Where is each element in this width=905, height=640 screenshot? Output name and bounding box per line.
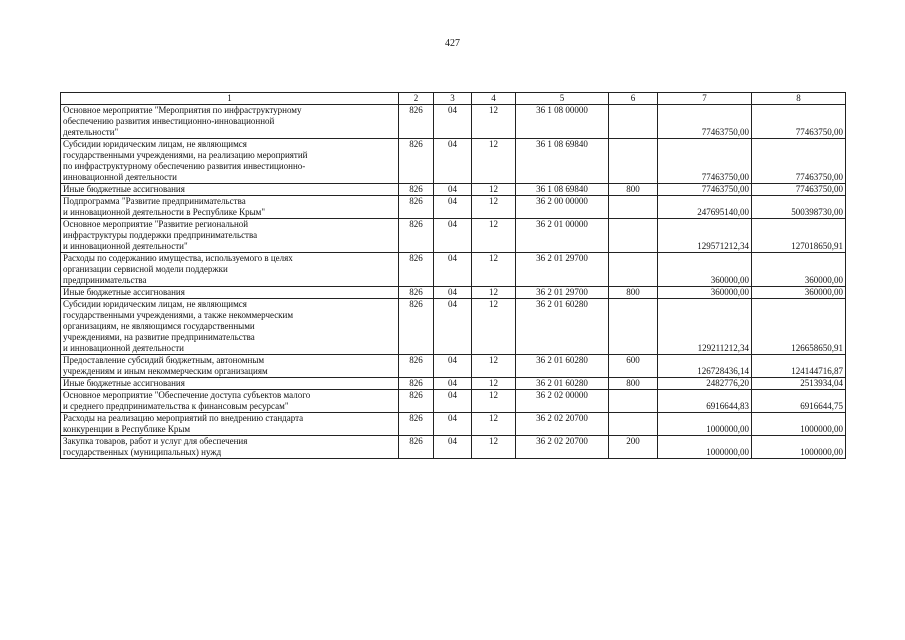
- table-row: [61, 287, 846, 299]
- ministry-code: 826: [399, 196, 434, 219]
- target-article-code: 36 1 08 69840: [516, 184, 609, 196]
- amount-column-8: 124144716,87: [752, 355, 846, 378]
- ministry-code: 826: [399, 355, 434, 378]
- expense-type-code: 800: [609, 378, 658, 390]
- page-number: 427: [445, 38, 460, 49]
- ministry-code: 826: [399, 299, 434, 355]
- column-header-3: 3: [434, 93, 472, 105]
- target-article-code: 36 2 01 29700: [516, 253, 609, 287]
- ministry-code: 826: [399, 413, 434, 436]
- amount-column-7: 129211212,34: [658, 299, 752, 355]
- ministry-code: 826: [399, 436, 434, 459]
- table-row: [61, 299, 846, 355]
- expense-type-code: 200: [609, 436, 658, 459]
- row-description: Основное мероприятие "Мероприятия по инфраструктурному обеспечению развития инвестиционно-инновационной деятельности": [61, 105, 399, 139]
- expense-type-code: 800: [609, 184, 658, 196]
- row-description: Подпрограмма "Развитие предпринимательства и инновационной деятельности в Республике Крым": [61, 196, 399, 219]
- target-article-code: 36 1 08 69840: [516, 139, 609, 184]
- subsection-code: 12: [472, 219, 516, 253]
- column-header-8: 8: [752, 93, 846, 105]
- amount-column-7: 1000000,00: [658, 436, 752, 459]
- target-article-code: 36 2 01 29700: [516, 287, 609, 299]
- amount-column-7: 360000,00: [658, 287, 752, 299]
- subsection-code: 12: [472, 390, 516, 413]
- row-description: Субсидии юридическим лицам, не являющимся государственными учреждениями, на реализацию мероприятий по инфраструктурному обеспечению развития инвестиционно- инновационной деятельности: [61, 139, 399, 184]
- table-row: [61, 253, 846, 287]
- section-code: 04: [434, 219, 472, 253]
- subsection-code: 12: [472, 105, 516, 139]
- target-article-code: 36 2 01 60280: [516, 299, 609, 355]
- expense-type-code: [609, 413, 658, 436]
- table-row: [61, 184, 846, 196]
- column-header-4: 4: [472, 93, 516, 105]
- table-row: [61, 355, 846, 378]
- ministry-code: 826: [399, 253, 434, 287]
- table-header-row: [61, 93, 846, 105]
- amount-column-8: 1000000,00: [752, 436, 846, 459]
- amount-column-8: 6916644,75: [752, 390, 846, 413]
- ministry-code: 826: [399, 390, 434, 413]
- amount-column-7: 2482776,20: [658, 378, 752, 390]
- amount-column-8: 500398730,00: [752, 196, 846, 219]
- amount-column-7: 77463750,00: [658, 105, 752, 139]
- row-description: Основное мероприятие "Развитие региональной инфраструктуры поддержки предпринимательства и инновационной деятельности": [61, 219, 399, 253]
- ministry-code: 826: [399, 139, 434, 184]
- budget-table: [60, 92, 846, 459]
- section-code: 04: [434, 253, 472, 287]
- section-code: 04: [434, 139, 472, 184]
- section-code: 04: [434, 287, 472, 299]
- subsection-code: 12: [472, 139, 516, 184]
- amount-column-7: 247695140,00: [658, 196, 752, 219]
- section-code: 04: [434, 378, 472, 390]
- row-description: Иные бюджетные ассигнования: [61, 184, 399, 196]
- section-code: 04: [434, 196, 472, 219]
- subsection-code: 12: [472, 355, 516, 378]
- amount-column-8: 360000,00: [752, 253, 846, 287]
- amount-column-8: 1000000,00: [752, 413, 846, 436]
- section-code: 04: [434, 413, 472, 436]
- table-row: [61, 196, 846, 219]
- ministry-code: 826: [399, 287, 434, 299]
- column-header-1: 1: [61, 93, 399, 105]
- row-description: Субсидии юридическим лицам, не являющимся государственными учреждениями, а также некоммерческим организациям, не являющимся государственными учреждениями, на развитие предпринимательства и инновационной деятельности: [61, 299, 399, 355]
- table-row: [61, 378, 846, 390]
- target-article-code: 36 2 02 20700: [516, 436, 609, 459]
- amount-column-8: 77463750,00: [752, 184, 846, 196]
- expense-type-code: [609, 219, 658, 253]
- expense-type-code: [609, 105, 658, 139]
- subsection-code: 12: [472, 287, 516, 299]
- target-article-code: 36 2 01 00000: [516, 219, 609, 253]
- ministry-code: 826: [399, 184, 434, 196]
- section-code: 04: [434, 390, 472, 413]
- amount-column-7: 6916644,83: [658, 390, 752, 413]
- target-article-code: 36 2 02 00000: [516, 390, 609, 413]
- column-header-7: 7: [658, 93, 752, 105]
- subsection-code: 12: [472, 196, 516, 219]
- section-code: 04: [434, 105, 472, 139]
- section-code: 04: [434, 355, 472, 378]
- target-article-code: 36 2 02 20700: [516, 413, 609, 436]
- expense-type-code: 600: [609, 355, 658, 378]
- row-description: Основное мероприятие "Обеспечение доступа субъектов малого и среднего предпринимательства к финансовым ресурсам": [61, 390, 399, 413]
- amount-column-8: 77463750,00: [752, 105, 846, 139]
- section-code: 04: [434, 184, 472, 196]
- row-description: Предоставление субсидий бюджетным, автономным учреждениям и иным некоммерческим организациям: [61, 355, 399, 378]
- subsection-code: 12: [472, 299, 516, 355]
- row-description: Расходы по содержанию имущества, используемого в целях организации сервисной модели поддержки предпринимательства: [61, 253, 399, 287]
- target-article-code: 36 1 08 00000: [516, 105, 609, 139]
- expense-type-code: [609, 196, 658, 219]
- amount-column-8: 127018650,91: [752, 219, 846, 253]
- amount-column-8: 2513934,04: [752, 378, 846, 390]
- amount-column-8: 77463750,00: [752, 139, 846, 184]
- section-code: 04: [434, 299, 472, 355]
- subsection-code: 12: [472, 184, 516, 196]
- target-article-code: 36 2 00 00000: [516, 196, 609, 219]
- amount-column-7: 129571212,34: [658, 219, 752, 253]
- amount-column-7: 126728436,14: [658, 355, 752, 378]
- expense-type-code: 800: [609, 287, 658, 299]
- table-row: [61, 219, 846, 253]
- ministry-code: 826: [399, 219, 434, 253]
- amount-column-8: 360000,00: [752, 287, 846, 299]
- amount-column-7: 360000,00: [658, 253, 752, 287]
- expense-type-code: [609, 390, 658, 413]
- table-row: [61, 105, 846, 139]
- table-row: [61, 413, 846, 436]
- table-row: [61, 139, 846, 184]
- subsection-code: 12: [472, 253, 516, 287]
- row-description: Закупка товаров, работ и услуг для обеспечения государственных (муниципальных) нужд: [61, 436, 399, 459]
- amount-column-8: 126658650,91: [752, 299, 846, 355]
- subsection-code: 12: [472, 413, 516, 436]
- ministry-code: 826: [399, 378, 434, 390]
- expense-type-code: [609, 299, 658, 355]
- amount-column-7: 77463750,00: [658, 184, 752, 196]
- table-row: [61, 390, 846, 413]
- row-description: Расходы на реализацию мероприятий по внедрению стандарта конкуренции в Республике Крым: [61, 413, 399, 436]
- section-code: 04: [434, 436, 472, 459]
- expense-type-code: [609, 139, 658, 184]
- row-description: Иные бюджетные ассигнования: [61, 378, 399, 390]
- subsection-code: 12: [472, 436, 516, 459]
- expense-type-code: [609, 253, 658, 287]
- column-header-5: 5: [516, 93, 609, 105]
- amount-column-7: 1000000,00: [658, 413, 752, 436]
- target-article-code: 36 2 01 60280: [516, 378, 609, 390]
- ministry-code: 826: [399, 105, 434, 139]
- column-header-2: 2: [399, 93, 434, 105]
- column-header-6: 6: [609, 93, 658, 105]
- table-row: [61, 436, 846, 459]
- subsection-code: 12: [472, 378, 516, 390]
- target-article-code: 36 2 01 60280: [516, 355, 609, 378]
- amount-column-7: 77463750,00: [658, 139, 752, 184]
- row-description: Иные бюджетные ассигнования: [61, 287, 399, 299]
